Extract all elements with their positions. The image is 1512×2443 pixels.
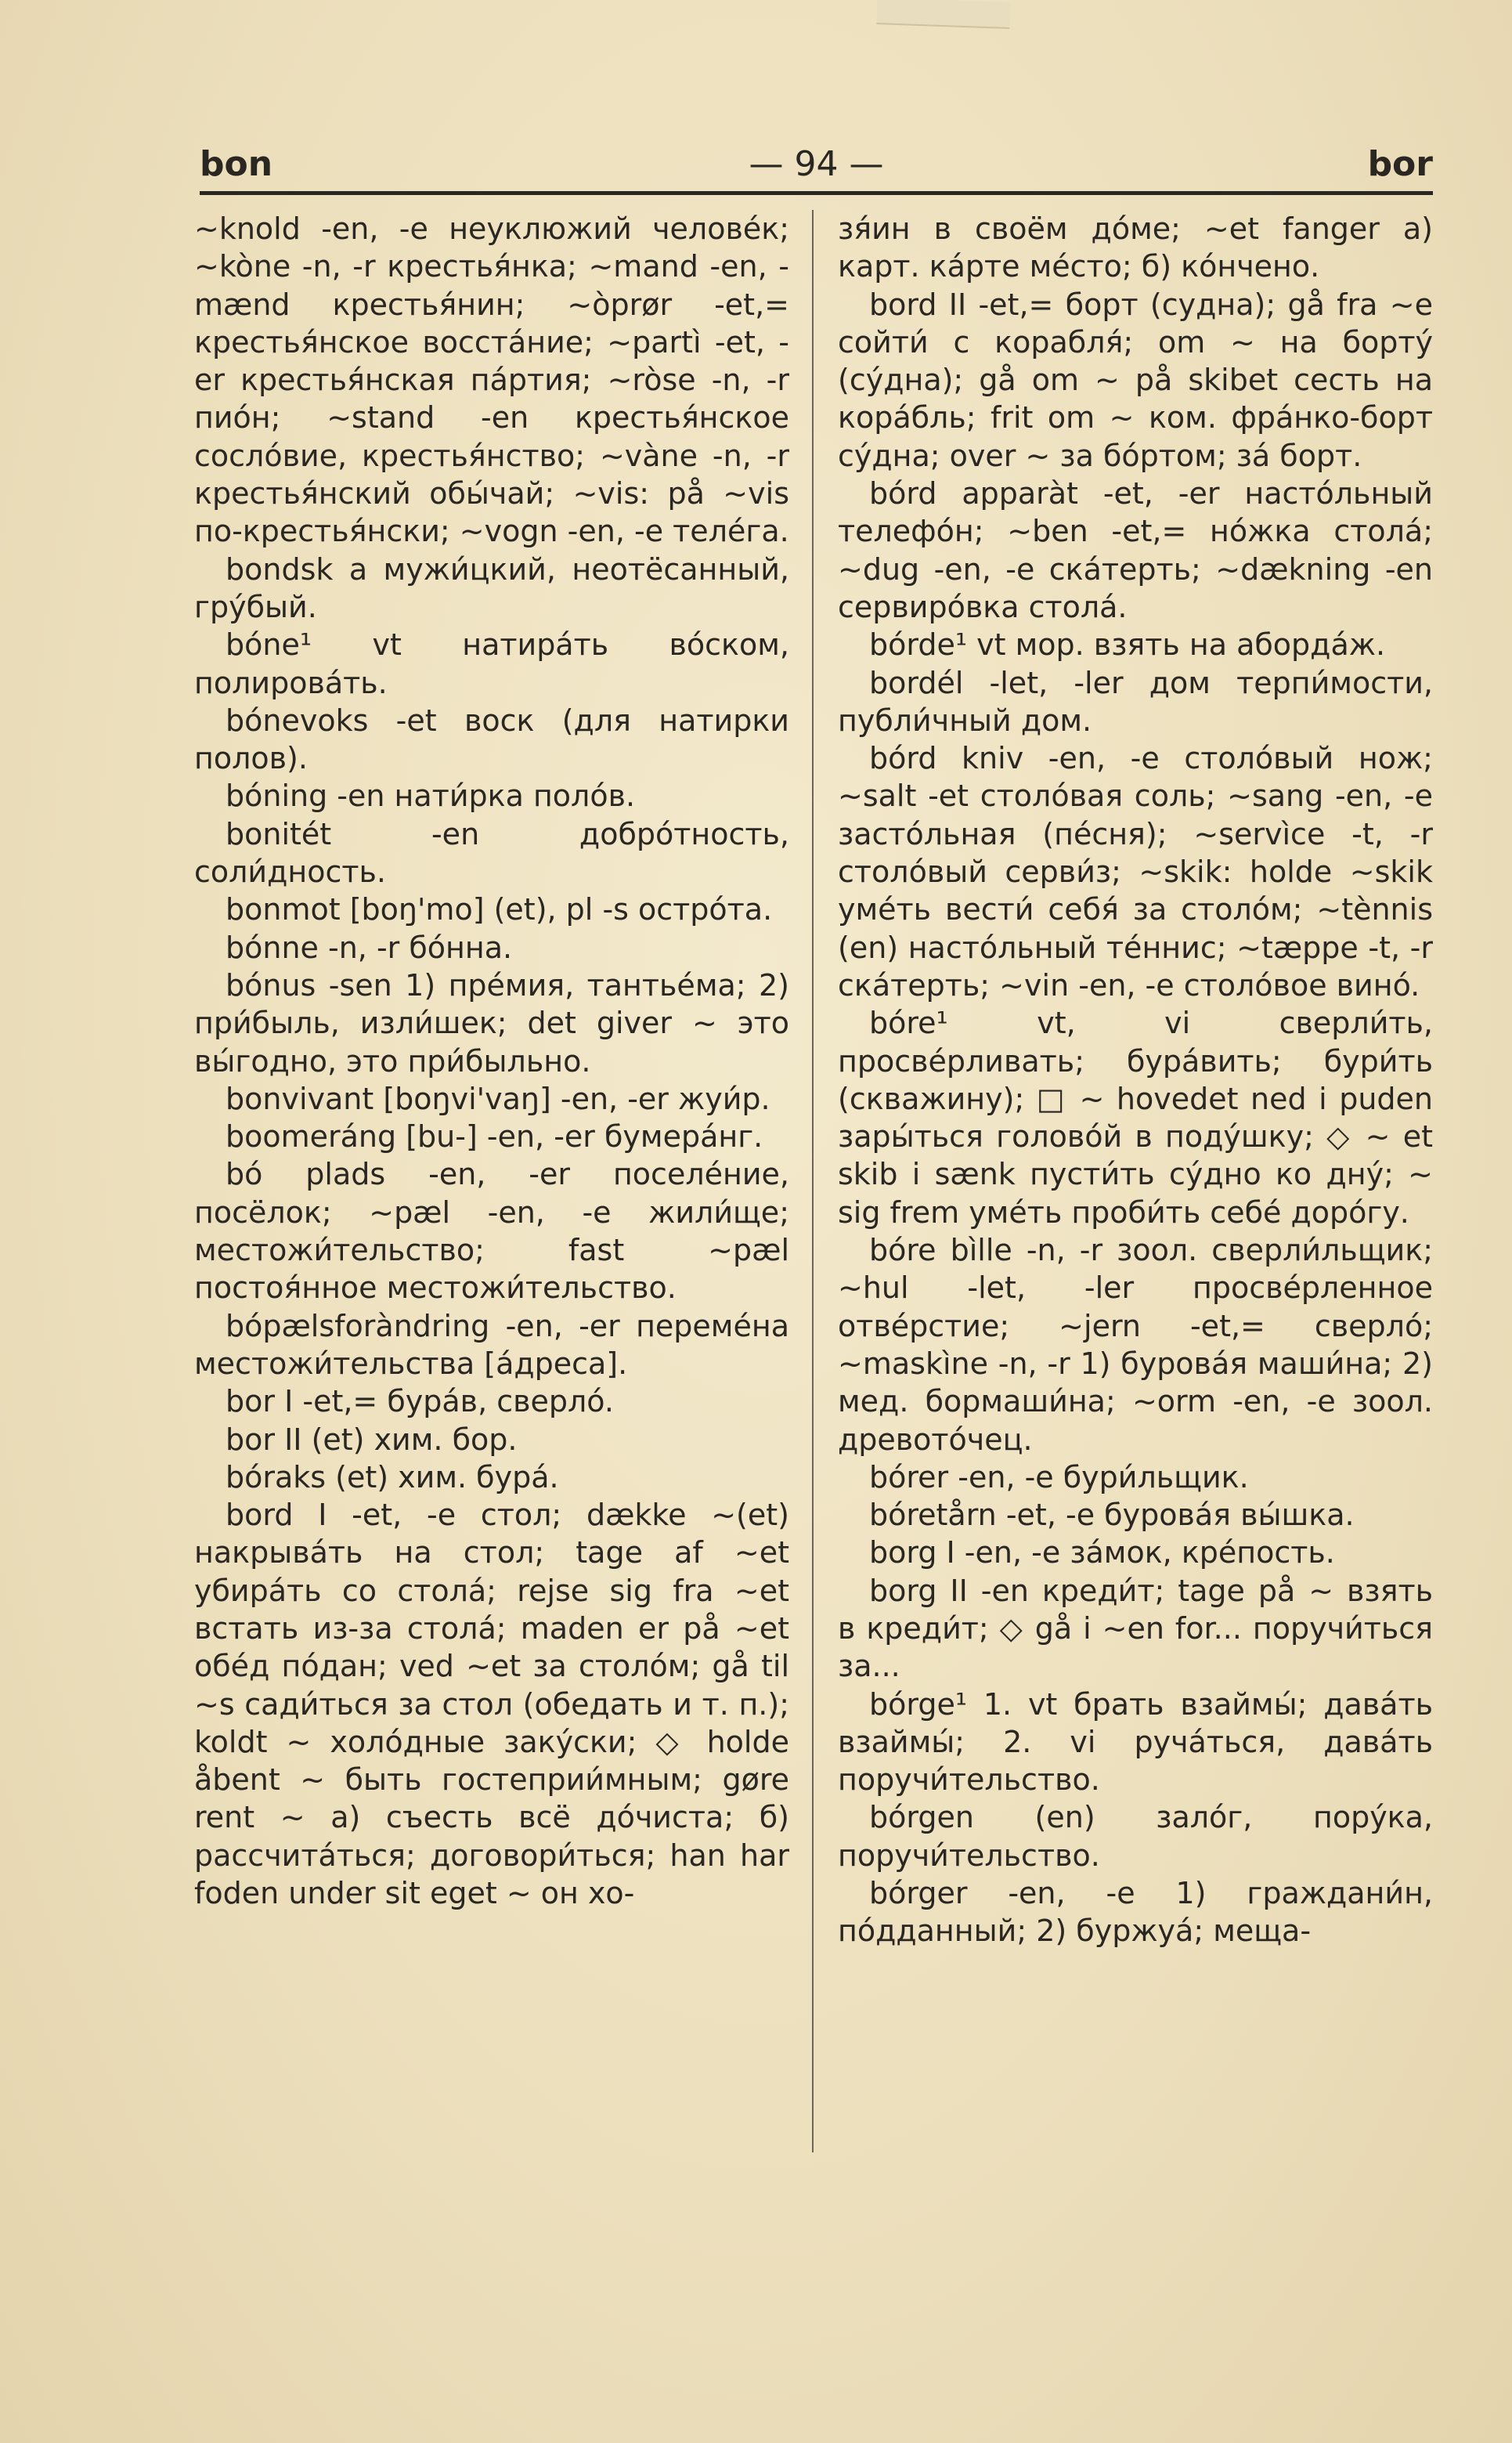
entry-bonne: bónne -n, -r бóнна. bbox=[226, 930, 513, 965]
entry-bordel: bordél -let, -ler дом терпи́мости, публи́чный дом. bbox=[838, 665, 1433, 738]
entry-bonde-compounds-cont: ~knold -en, -e неуклюжий человéк; ~kòne -n, -r крестья́нка; ~mand -en, -mænd крестья́нин; ~òprør -et,= крестья́нское восстáние; ~partì -et, -er крестья́нская пáртия; ~ròse -n, -r пиóн; ~stand -en крестья́нское сослóвие, крестья́нство; ~vàne -n, -r крестья́нский обы́чай; ~vis: på ~vis по-крестья́нски; ~vogn -en, -e телéга. bbox=[194, 211, 789, 549]
entry-bonvivant: bonvivant [boŋvi'vaŋ] -en, -er жуи́р. bbox=[226, 1081, 770, 1116]
header-rule bbox=[200, 191, 1433, 195]
entry-bordkniv: bórd kniv -en, -e столóвый нож; ~salt -et столóвая соль; ~sang -en, -e застóльная (пéсня); ~servìce -t, -r столóвый серви́з; ~skik: holde ~skik умéть вести́ себя́ за столóм; ~tènnis (en) настóльный тéннис; ~tæppe -t, -r скáтерть; ~vin -en, -e столóвое винó. bbox=[838, 741, 1433, 1003]
entry-bone: bóne¹ vt натирáть вóском, полировáть. bbox=[194, 627, 789, 700]
entry-boomerang: boomeráng [bu-] -en, -er бумерáнг. bbox=[226, 1119, 763, 1155]
entry-borer: bórer -en, -e бури́льщик. bbox=[869, 1459, 1249, 1494]
page-number: — 94 — bbox=[749, 144, 884, 184]
entry-bondsk: bondsk a мужи́цкий, неотёсанный, грýбый. bbox=[194, 551, 789, 624]
entry-boraks: bóraks (et) хим. бурá. bbox=[226, 1459, 559, 1494]
entry-bonevoks: bónevoks -et воск (для натирки полов). bbox=[194, 703, 789, 776]
entry-boplads: bó plads -en, -er поселéние, посёлок; ~pæl -en, -e жили́ще; местожи́тельство; fast ~pæl постоя́нное местожи́тельство. bbox=[194, 1157, 789, 1306]
right-column bbox=[838, 210, 1433, 2184]
right-running-headword: bor bbox=[1367, 144, 1433, 184]
entry-borg-2: borg II -en креди́т; tage på ~ взять в креди́т; ◇ gå i ~en for... поручи́ться за... bbox=[838, 1573, 1433, 1684]
entry-bonitet: bonitét -en добрóтность, соли́дность. bbox=[194, 816, 789, 890]
entry-boning: bóning -en нати́рка полóв. bbox=[226, 779, 636, 814]
entry-bordapparat: bórd apparàt -et, -er настóльный телефóн; ~ben -et,= нóжка столá; ~dug -en, -e скáтерть; ~dækning -en сервирóвка столá. bbox=[838, 476, 1433, 624]
entry-borge: bórge¹ 1. vt брать взаймы́; давáть взаймы́; 2. vi ручáться, давáть поручи́тельство. bbox=[838, 1686, 1433, 1798]
entry-bore: bóre¹ vt, vi сверли́ть, просвéрливать; бурáвить; бури́ть (скважину); □ ~ hovedet ned i puden зары́ться головóй в подýшку; ◇ ~ et skib i sænk пусти́ть сýдно ко днý; ~ sig frem умéть проби́ть себé дорóгу. bbox=[838, 1006, 1433, 1230]
entry-borgen: bórgen (en) залóг, порýка, поручи́тельство. bbox=[838, 1800, 1433, 1873]
left-running-headword: bon bbox=[200, 144, 273, 184]
entry-bord-1: bord I -et, -e стол; dække ~(et) накрывáть на стол; tage af ~et убирáть со столá; rejse sig fra ~et встать из-за столá; maden er på ~et обéд пóдан; ved ~et за столóм; gå til ~s сади́ться за стол (обедать и т. п.); koldt ~ холóдные закýски; ◇ holde åbent ~ быть гостеприи́мным; gøre rent ~ а) съесть всё дóчиста; б) рассчитáться; договори́ться; han har foden under sit eget ~ он хо- bbox=[194, 1498, 789, 1911]
entry-borg-1: borg I -en, -e зáмок, крéпость. bbox=[869, 1535, 1335, 1570]
column-divider bbox=[812, 210, 814, 2152]
tape-strip bbox=[876, 0, 1010, 29]
entry-bonmot: bonmot [boŋ'mo] (et), pl -s острóта. bbox=[226, 892, 773, 927]
entry-bord-2: bord II -et,= борт (судна); gå fra ~e сойти́ с корабля́; om ~ на бортý (сýдна); gå om ~ på skibet сесть на корáбль; frit om ~ ком. фрáнко-борт сýдна; over ~ за бóртом; зá борт. bbox=[838, 287, 1433, 473]
entry-bord-1-cont: зя́ин в своём дóме; ~et fanger а) карт. кáрте мéсто; б) кóнчено. bbox=[838, 211, 1433, 284]
entry-borebille: bóre bìlle -n, -r зоол. сверли́льщик; ~hul -let, -ler просвéрленное отвéрстие; ~jern -et,= сверлó; ~maskìne -n, -r 1) буровáя маши́на; 2) мед. бормаши́на; ~orm -en, -e зоол. древотóчец. bbox=[838, 1233, 1433, 1457]
entry-borger: bórger -en, -e 1) граждани́н, пóдданный; 2) буржуá; меща- bbox=[838, 1876, 1433, 1949]
entry-bonus: bónus -sen 1) прéмия, тантьéма; 2) при́быль, изли́шек; det giver ~ это вы́годно, это при́быльно. bbox=[194, 967, 789, 1079]
entry-bor-1: bor I -et,= бурáв, сверлó. bbox=[226, 1384, 614, 1419]
entry-borde: bórde¹ vt мор. взять на абордáж. bbox=[869, 627, 1386, 663]
page-header bbox=[200, 141, 1433, 188]
entry-bor-2: bor II (et) хим. бор. bbox=[226, 1422, 518, 1457]
entry-bopaelsforandring: bópælsforàndring -en, -er перемéна местожи́тельства [áдреса]. bbox=[194, 1308, 789, 1381]
left-column bbox=[194, 210, 789, 2184]
entry-boretarn: bóretårn -et, -e буровáя вы́шка. bbox=[869, 1498, 1355, 1533]
